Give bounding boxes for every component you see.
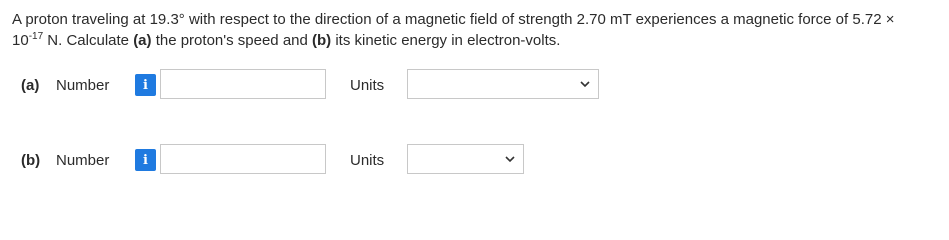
part-label-b: (b) — [21, 152, 41, 169]
units-label-a: Units — [350, 77, 385, 94]
units-select-b[interactable] — [407, 144, 524, 174]
number-input-a[interactable] — [160, 69, 326, 99]
question-segment: N. Calculate — [43, 32, 134, 49]
question-segment: its kinetic energy in electron-volts. — [331, 32, 561, 49]
info-icon[interactable]: i — [135, 74, 156, 96]
info-icon[interactable]: i — [135, 149, 156, 171]
number-label-b: Number — [56, 152, 110, 169]
part-label-a: (a) — [21, 77, 40, 94]
question-line-1: A proton traveling at 19.3° with respect to the direction of a magnetic field of strength 2.70 mT experiences a magnetic force of 5.72 × — [12, 11, 895, 28]
answer-row-a — [0, 69, 949, 101]
question-exponent: -17 — [28, 31, 44, 42]
question-part-a-ref: (a) — [133, 32, 152, 49]
units-select-a[interactable] — [407, 69, 599, 99]
question-part-b-ref: (b) — [312, 32, 332, 49]
question-text — [12, 9, 942, 51]
question-power-base: 10 — [12, 32, 29, 49]
chevron-down-icon — [580, 79, 590, 89]
number-input-b[interactable] — [160, 144, 326, 174]
chevron-down-icon — [505, 154, 515, 164]
number-label-a: Number — [56, 77, 110, 94]
units-label-b: Units — [350, 152, 385, 169]
question-segment: the proton's speed and — [151, 32, 313, 49]
answer-row-b — [0, 144, 949, 176]
